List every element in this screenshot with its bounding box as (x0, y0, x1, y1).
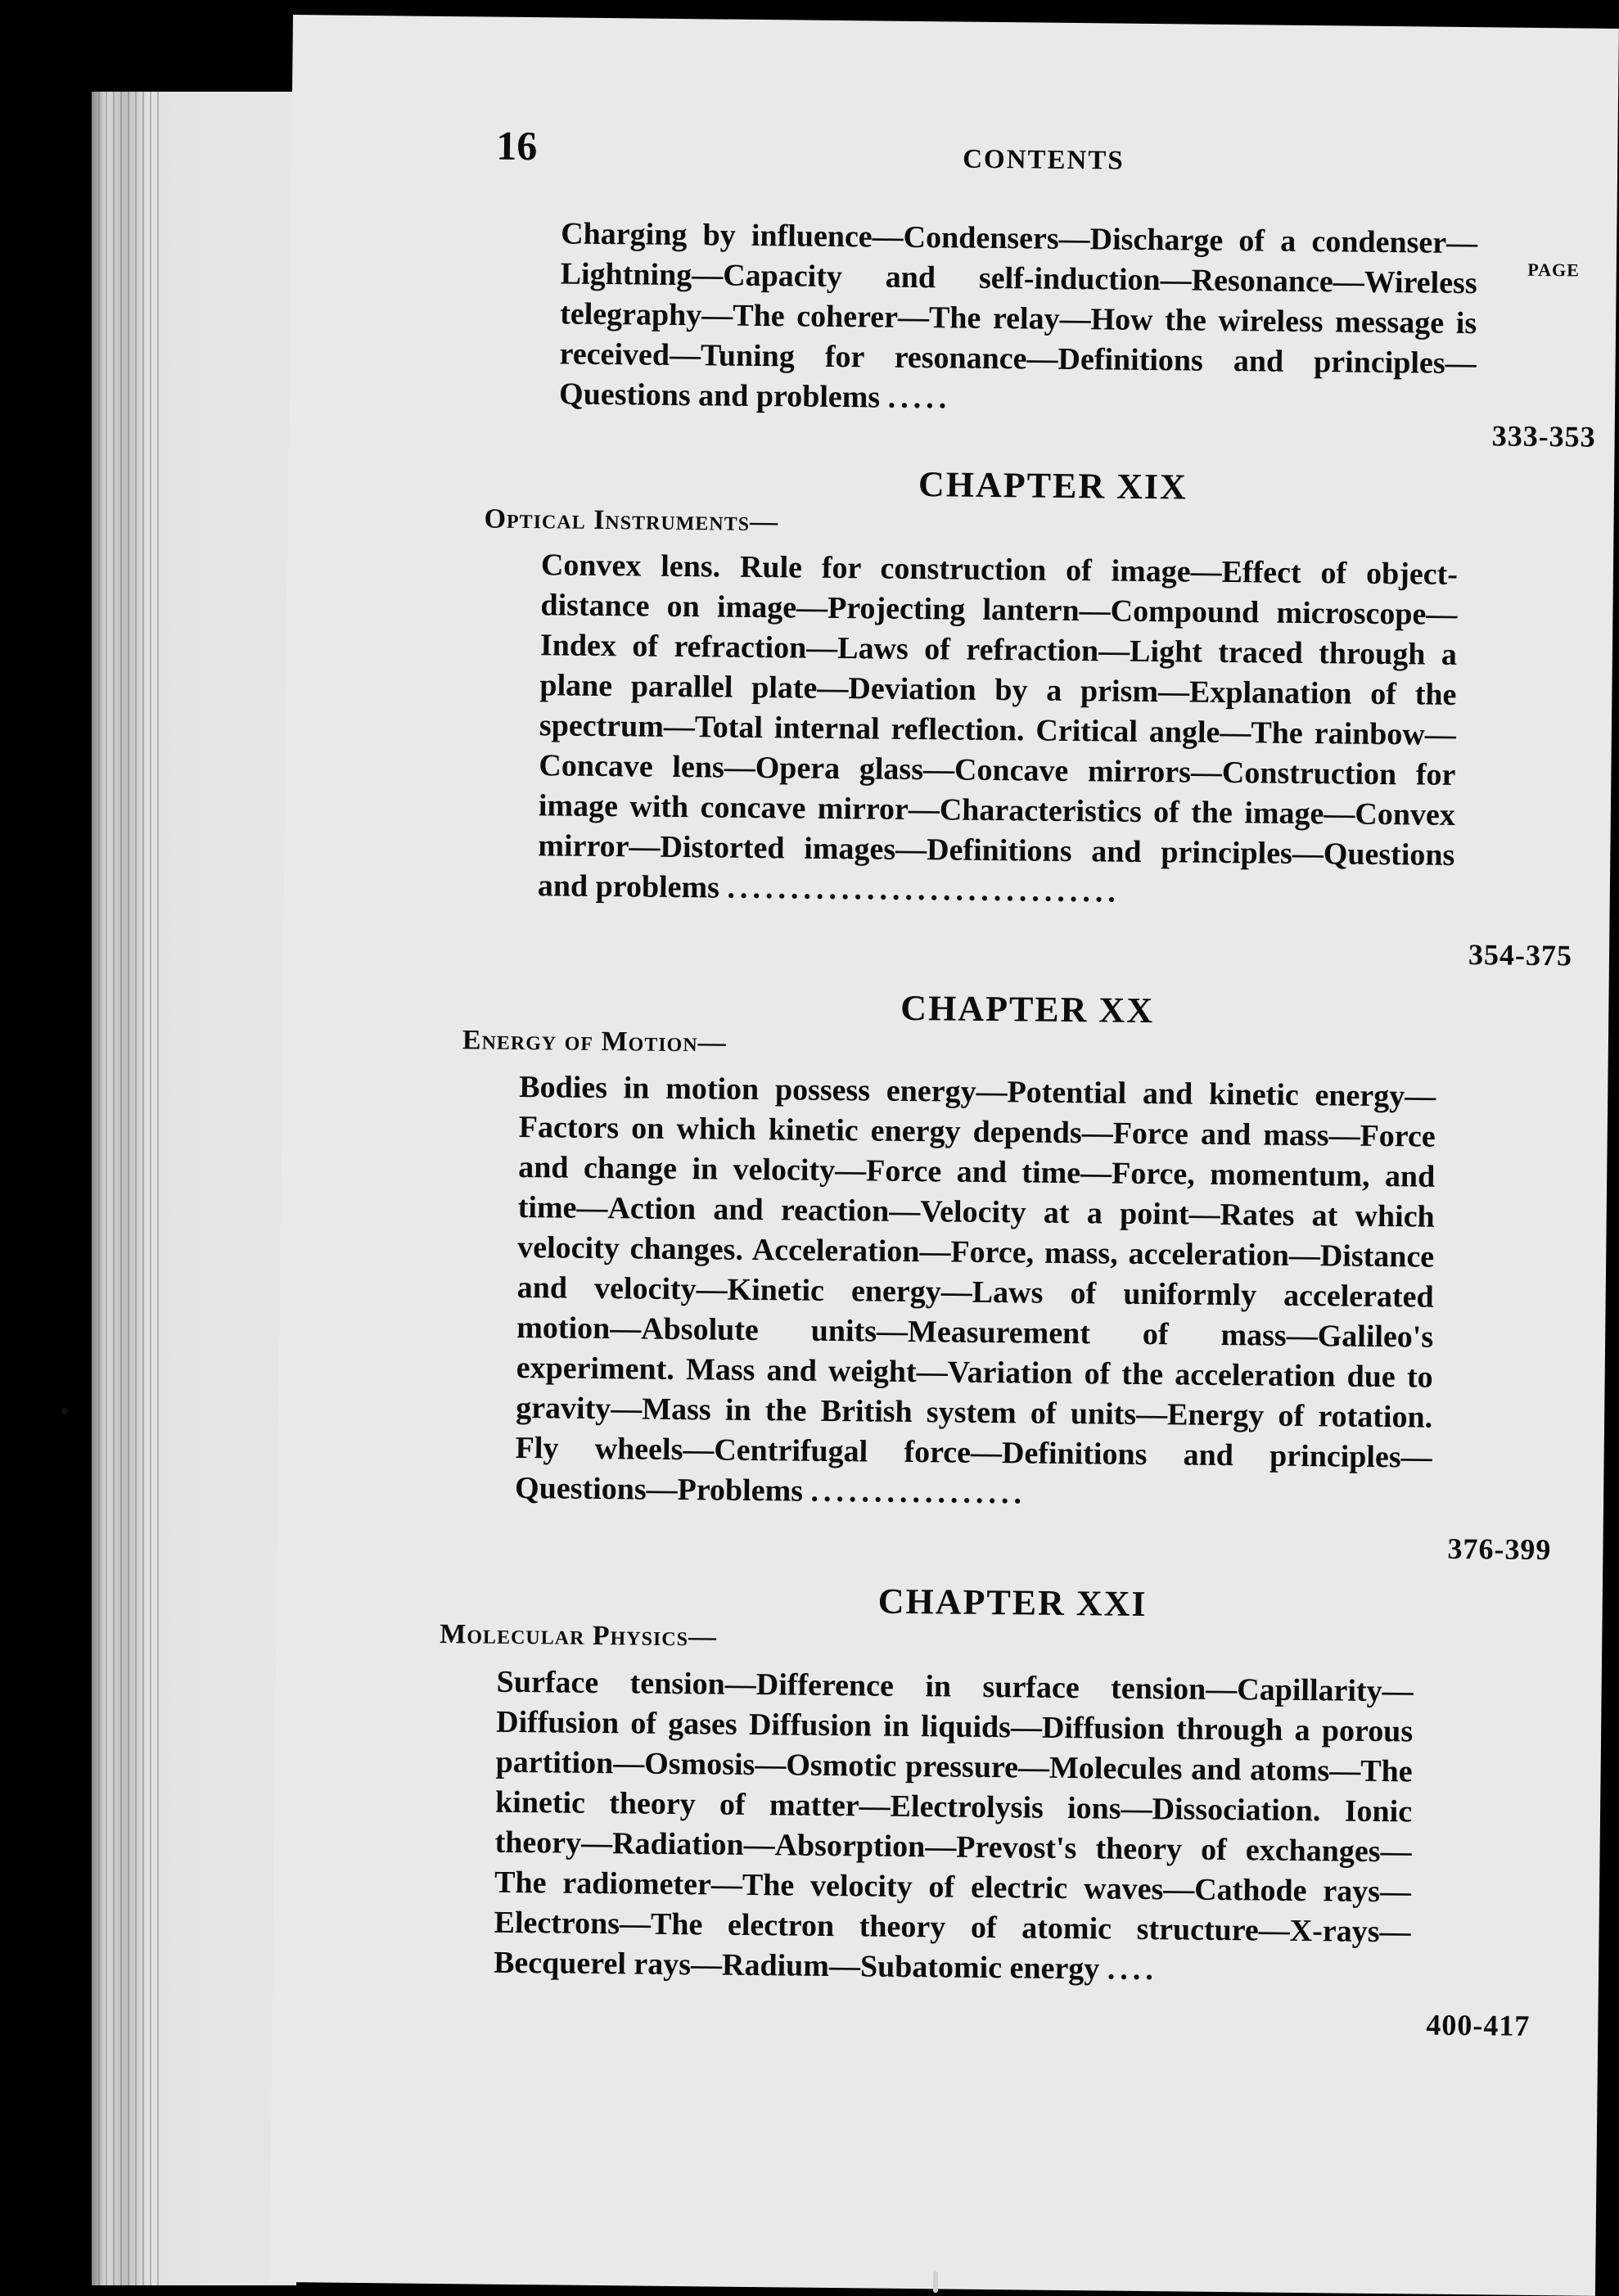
toc-entry-description: Bodies in motion possess energy—Potential and kinetic energy—Factors on which kinetic energy depends—Force and mass—Force and change in velocity—Force and time—Force, momentum, and time—Action and reaction—Velocity at a point—Rates at which velocity changes. Acceleration—Force, mass, acceleration—Distance and velocity—Kinetic energy—Laws of uniformly accelerated motion—Absolute units—Measurement of mass—Galileo's experiment. Mass and weight—Variation of the acceleration due to gravity—Mass in the British system of units—Energy of rotation. Fly wheels—Centrifugal force—Definitions and principles—Questions—Problems ................. (514, 1069, 1436, 1511)
toc-entry-pages: 376-399 (1447, 1531, 1552, 1567)
page-column-label: PAGE (1527, 259, 1580, 281)
toc-entry-pages: 333-353 (1491, 419, 1596, 453)
page-number: 16 (496, 122, 538, 169)
toc-entry-description: Convex lens. Rule for construction of image—Effect of object-distance on image—Projecting lantern—Compound microscope—Index of refraction—Laws of refraction—Light traced through a plane parallel plate—Deviation by a prism—Explanation of the spectrum—Total internal reflection. Critical angle—The rainbow—Concave lens—Opera glass—Concave mirrors—Construction for image with concave mirror—Characteristics of the image—Convex mirror—Distorted images—Definitions and principles—Questions and problems ............................... (537, 548, 1459, 909)
chapter-heading: CHAPTER XIX (918, 464, 1188, 507)
section-title: Molecular Physics— (440, 1618, 718, 1653)
toc-entry-description: Surface tension—Difference in surface tension—Capillarity—Diffusion of gases Diffusion in liquids—Diffusion through a porous partition—Osmosis—Osmotic pressure—Molecules and atoms—The kinetic theory of matter—Electrolysis ions—Dissociation. Ionic theory—Radiation—Absorption—Prevost's theory of exchanges—The radiometer—The velocity of electric waves—Cathode rays—Electrons—The electron theory of atomic structure—X-rays—Becquerel rays—Radium—Subatomic energy .... (493, 1664, 1414, 1987)
chapter-heading: CHAPTER XXI (877, 1581, 1148, 1625)
book-spine-edge (92, 92, 296, 2285)
toc-entry-pages: 354-375 (1468, 938, 1573, 972)
toc-entry-description: Charging by influence—Condensers—Discharge of a condenser—Lightning—Capacity and self-induction—Resonance—Wireless telegraphy—The coherer—The relay—How the wireless message is received—Tuning for resonance—Definitions and principles—Questions and problems ..... (558, 216, 1478, 416)
section-title: Optical Instruments— (484, 503, 779, 538)
running-title: CONTENTS (963, 144, 1125, 176)
scan-speck (61, 1408, 68, 1414)
chapter-heading: CHAPTER XX (900, 987, 1155, 1031)
toc-entry-pages: 400-417 (1426, 2008, 1531, 2042)
document-page (269, 15, 1619, 2296)
section-title: Energy of Motion— (462, 1025, 727, 1058)
scan-speck (933, 2271, 938, 2293)
